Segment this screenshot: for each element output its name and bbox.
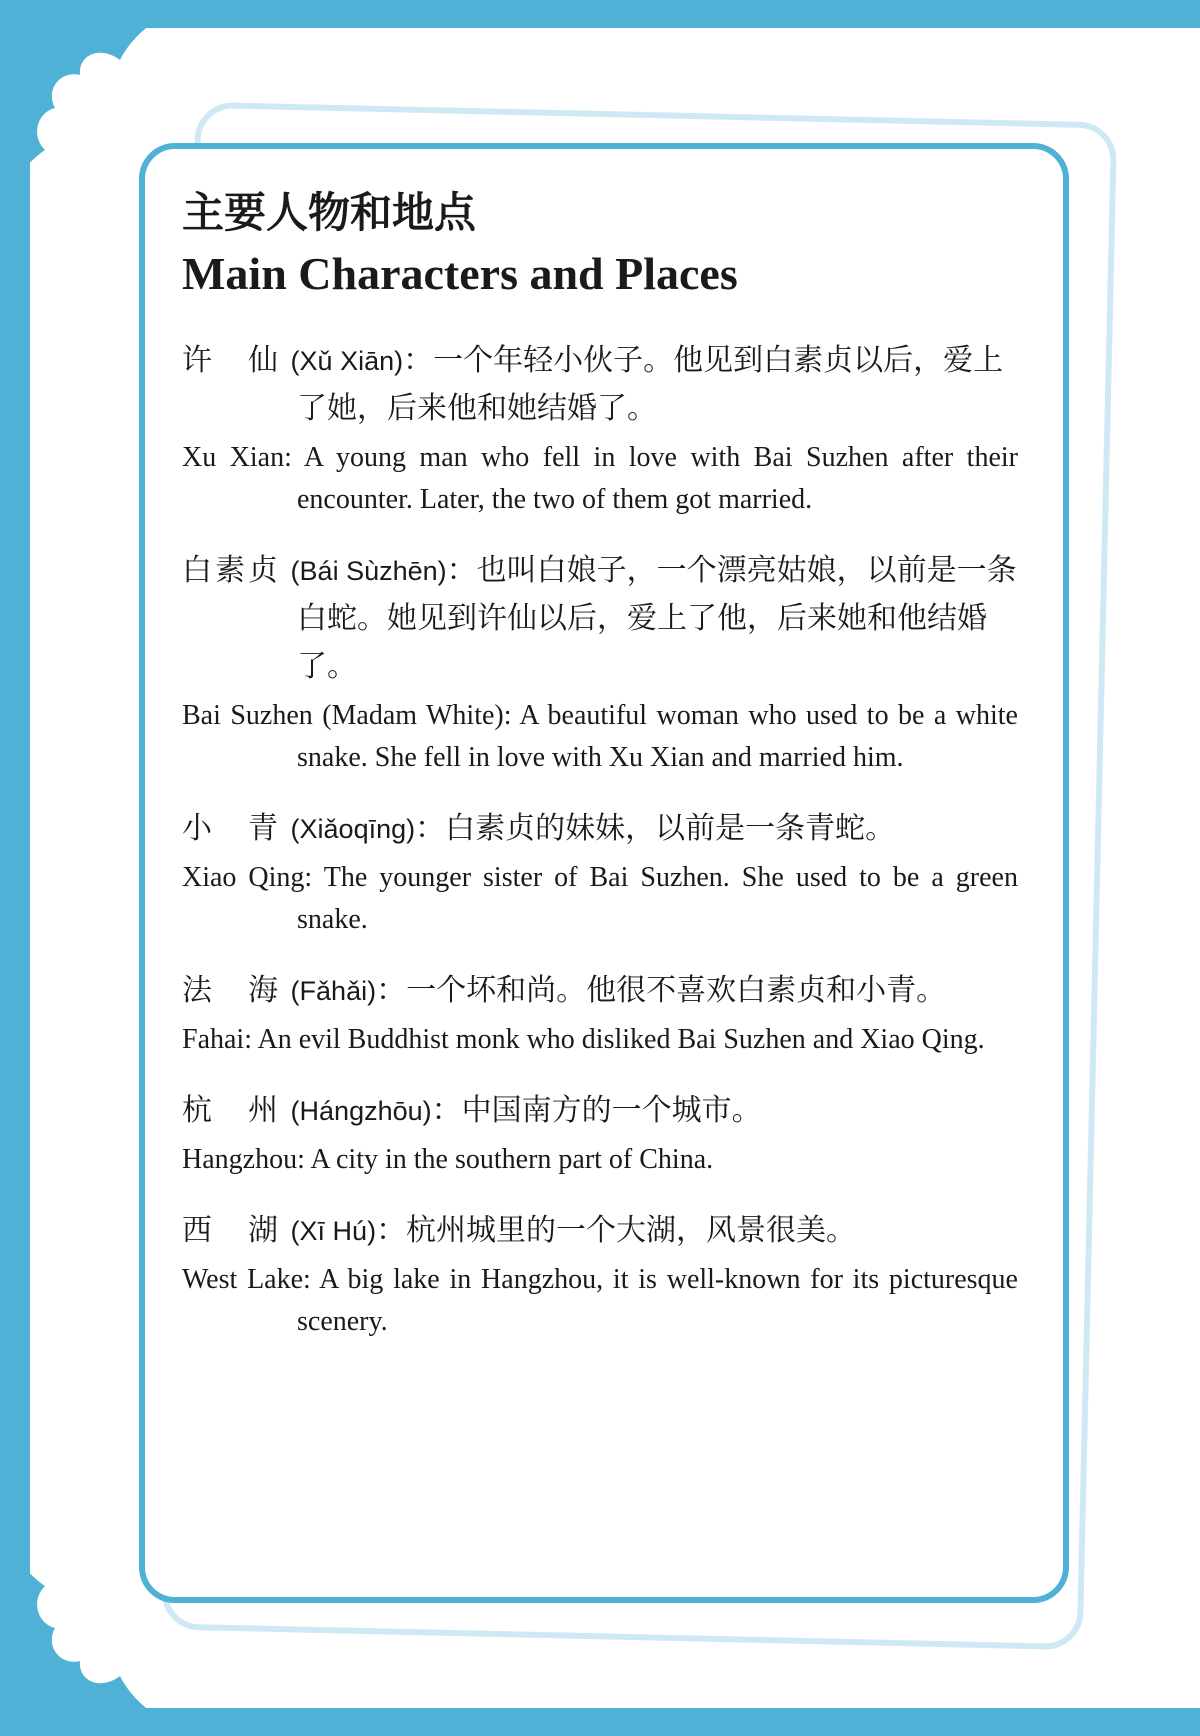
entry-name: 小 青 — [182, 811, 281, 846]
entry-english-line — [182, 857, 1018, 941]
entry-name: 许 仙 — [182, 343, 281, 378]
entry-description-chinese: ：也叫白娘子，一个漂亮姑娘，以前是一条白蛇。她见到许仙以后，爱上了他，后来她和他结婚了。 — [297, 553, 1017, 684]
entry-description-chinese: ：杭州城里的一个大湖，风景很美。 — [376, 1213, 857, 1248]
entry-english-text: A city in the southern part of China. — [310, 1144, 714, 1175]
entry-english-text: A young man who fell in love with Bai Suzhen after their encounter. Later, the two of them got married. — [297, 442, 1018, 515]
entry-english-label: Bai Suzhen (Madam White): — [182, 700, 512, 731]
entry-pinyin: (Fǎhǎi) — [290, 976, 377, 1006]
entry-english-line — [182, 695, 1018, 779]
entry-west-lake — [182, 1207, 1018, 1343]
left-border — [0, 0, 30, 1736]
entry-description-chinese: ：中国南方的一个城市。 — [431, 1093, 762, 1128]
content-area — [182, 185, 1018, 1369]
entry-pinyin: (Bái Sùzhēn) — [290, 556, 447, 586]
entry-bai-suzhen — [182, 547, 1018, 779]
entry-name: 法 海 — [182, 973, 281, 1008]
entry-name: 西 湖 — [182, 1213, 281, 1248]
entry-pinyin: (Xiǎoqīng) — [290, 814, 416, 844]
entry-description-chinese: ：一个年轻小伙子。他见到白素贞以后，爱上了她，后来他和她结婚了。 — [297, 343, 1004, 426]
entry-pinyin: (Xǔ Xiān) — [290, 346, 404, 376]
entry-english-line — [182, 1139, 1018, 1181]
entry-chinese-line — [182, 547, 1018, 691]
entry-english-line — [182, 1019, 1018, 1061]
entry-chinese-line — [182, 1207, 1018, 1255]
entry-pinyin: (Hángzhōu) — [290, 1096, 432, 1126]
entry-chinese-line — [182, 1087, 1018, 1135]
entry-description-chinese: ：一个坏和尚。他很不喜欢白素贞和小青。 — [376, 973, 947, 1008]
entry-pinyin: (Xī Hú) — [290, 1216, 377, 1246]
entry-english-label: Fahai: — [182, 1024, 252, 1055]
entry-name: 白素贞 — [182, 553, 281, 588]
entry-english-label: Hangzhou: — [182, 1144, 305, 1175]
entry-fahai — [182, 967, 1018, 1061]
entry-english-text: An evil Buddhist monk who disliked Bai Suzhen and Xiao Qing. — [257, 1024, 985, 1055]
entry-name: 杭 州 — [182, 1093, 281, 1128]
entry-english-text: The younger sister of Bai Suzhen. She used to be a green snake. — [297, 862, 1018, 935]
entry-english-label: Xiao Qing: — [182, 862, 313, 893]
page-title-english: Main Characters and Places — [182, 248, 738, 299]
entry-xiao-qing — [182, 805, 1018, 941]
entry-english-line — [182, 1259, 1018, 1343]
entry-description-chinese: ：白素贞的妹妹，以前是一条青蛇。 — [415, 811, 896, 846]
entry-english-label: West Lake: — [182, 1264, 311, 1295]
entry-english-text: A big lake in Hangzhou, it is well-known for its picturesque scenery. — [297, 1264, 1018, 1337]
entry-english-label: Xu Xian: — [182, 442, 292, 473]
entry-chinese-line — [182, 337, 1018, 433]
entry-english-line — [182, 437, 1018, 521]
entry-xu-xian — [182, 337, 1018, 521]
entry-hangzhou — [182, 1087, 1018, 1181]
entry-english-text: A beautiful woman who used to be a white snake. She fell in love with Xu Xian and married him. — [297, 700, 1018, 773]
page-title-chinese: 主要人物和地点 — [182, 188, 477, 237]
entry-chinese-line — [182, 805, 1018, 853]
entry-chinese-line — [182, 967, 1018, 1015]
